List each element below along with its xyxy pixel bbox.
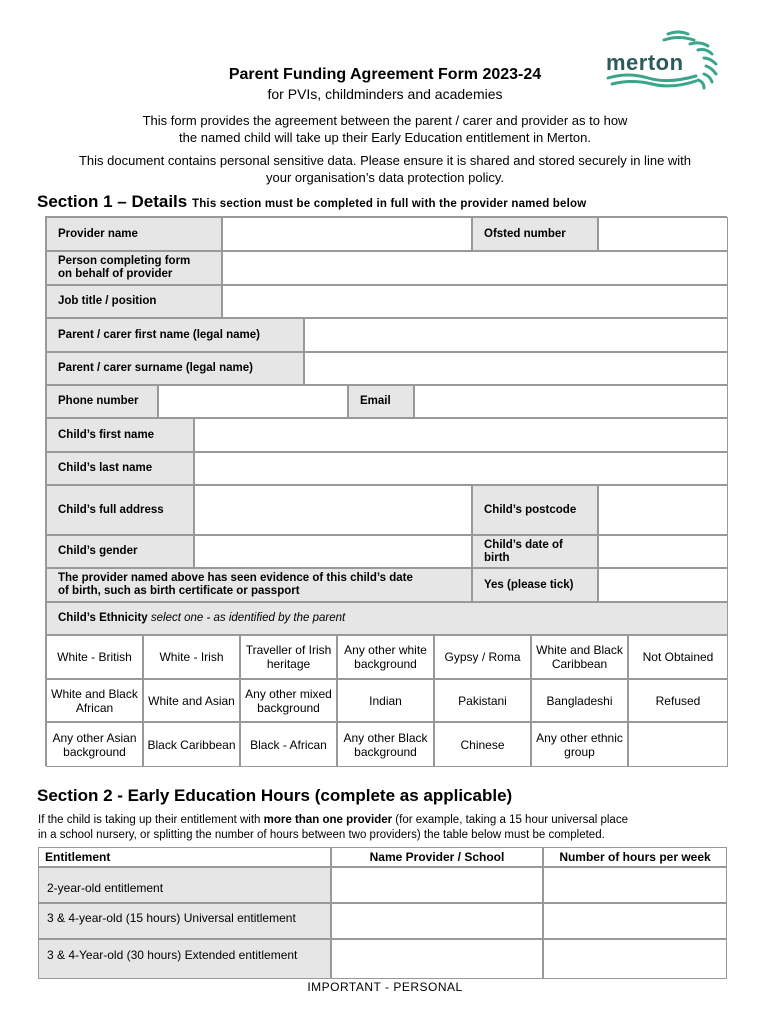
ethnicity-option[interactable]: Black Caribbean	[143, 722, 240, 767]
phone-number-label: Phone number	[46, 385, 158, 418]
notice-line-1: This document contains personal sensitive data. Please ensure it is shared and stored securely in line with	[78, 153, 692, 168]
column-header-entitlement: Entitlement	[38, 847, 331, 867]
merton-logo	[598, 28, 730, 94]
data-notice	[0, 152, 770, 186]
email-label: Email	[348, 385, 414, 418]
ethnicity-heading-note: select one - as identified by the parent	[150, 612, 346, 624]
ofsted-number-label: Ofsted number	[472, 217, 598, 251]
ethnicity-option[interactable]: Chinese	[434, 722, 531, 767]
section-2-intro	[38, 813, 738, 843]
entitlement-table	[38, 847, 727, 979]
parent-surname-field[interactable]	[304, 352, 728, 385]
provider-school-field[interactable]	[331, 867, 543, 903]
child-address-field[interactable]	[194, 485, 472, 535]
form-title: Parent Funding Agreement Form 2023-24	[228, 66, 542, 83]
intro-post: (for example, taking a 15 hour universal place	[392, 814, 628, 826]
provider-name-field[interactable]	[222, 217, 472, 251]
job-title-label: Job title / position	[46, 285, 222, 318]
yes-tick-label: Yes (please tick)	[472, 568, 598, 602]
child-address-label: Child’s full address	[46, 485, 194, 535]
footer-classification: IMPORTANT - PERSONAL	[307, 980, 463, 994]
parent-first-name-label: Parent / carer first name (legal name)	[46, 318, 304, 352]
entitlement-row-label: 3 & 4-Year-old (30 hours) Extended entitlement	[38, 939, 331, 979]
ethnicity-option[interactable]: Any other Asian background	[46, 722, 143, 767]
ethnicity-option[interactable]: White and Asian	[143, 679, 240, 722]
ethnicity-option[interactable]: Black - African	[240, 722, 337, 767]
ethnicity-option[interactable]: Indian	[337, 679, 434, 722]
email-field[interactable]	[414, 385, 728, 418]
evidence-line-1: The provider named above has seen evidence of this child’s date	[58, 572, 413, 584]
ethnicity-option[interactable]: Bangladeshi	[531, 679, 628, 722]
parent-surname-label: Parent / carer surname (legal name)	[46, 352, 304, 385]
person-completing-line-2: on behalf of provider	[58, 268, 173, 280]
column-header-hours: Number of hours per week	[543, 847, 727, 867]
child-last-name-field[interactable]	[194, 452, 728, 485]
section-1-subtitle: This section must be completed in full with the provider named below	[191, 198, 587, 210]
child-postcode-label: Child’s postcode	[472, 485, 598, 535]
hours-per-week-field[interactable]	[543, 939, 727, 979]
ethnicity-option-empty[interactable]	[628, 722, 728, 767]
ethnicity-option[interactable]: Refused	[628, 679, 728, 722]
ethnicity-option[interactable]: Any other Black background	[337, 722, 434, 767]
provider-school-field[interactable]	[331, 903, 543, 939]
logo-text: merton	[606, 50, 684, 75]
ethnicity-option[interactable]: White and Black African	[46, 679, 143, 722]
child-gender-label: Child’s gender	[46, 535, 194, 568]
section-2-intro-line-1	[38, 813, 738, 828]
section-2-heading: Section 2 - Early Education Hours (complete as applicable)	[37, 786, 513, 805]
notice-line-2: your organisation’s data protection policy.	[266, 170, 504, 185]
evidence-label	[46, 568, 472, 602]
ethnicity-option[interactable]: White - British	[46, 635, 143, 679]
child-postcode-field[interactable]	[598, 485, 728, 535]
ethnicity-option[interactable]: Any other mixed background	[240, 679, 337, 722]
yes-tick-checkbox[interactable]	[598, 568, 728, 602]
ethnicity-option[interactable]: Any other ethnic group	[531, 722, 628, 767]
intro-bold: more than one provider	[263, 814, 393, 826]
entitlement-row-label: 2-year-old entitlement	[38, 867, 331, 903]
ethnicity-option[interactable]: Traveller of Irish heritage	[240, 635, 337, 679]
job-title-field[interactable]	[222, 285, 728, 318]
intro-line-1: This form provides the agreement between the parent / carer and provider as to how	[142, 113, 628, 128]
hours-per-week-field[interactable]	[543, 903, 727, 939]
child-dob-line-1: Child’s date of	[484, 538, 563, 551]
hours-per-week-field[interactable]	[543, 867, 727, 903]
person-completing-label	[46, 251, 222, 285]
provider-name-label: Provider name	[46, 217, 222, 251]
child-first-name-label: Child’s first name	[46, 418, 194, 452]
phone-number-field[interactable]	[158, 385, 348, 418]
person-completing-line-1: Person completing form	[58, 255, 191, 267]
section-1-title: Section 1 – Details	[37, 192, 188, 211]
entitlement-row-label: 3 & 4-year-old (15 hours) Universal entitlement	[38, 903, 331, 939]
ethnicity-option[interactable]: White and Black Caribbean	[531, 635, 628, 679]
intro-text	[0, 112, 770, 146]
ofsted-number-field[interactable]	[598, 217, 728, 251]
ethnicity-option[interactable]: Not Obtained	[628, 635, 728, 679]
details-form	[45, 216, 727, 766]
form-subtitle: for PVIs, childminders and academies	[267, 86, 503, 102]
child-gender-field[interactable]	[194, 535, 472, 568]
provider-school-field[interactable]	[331, 939, 543, 979]
child-dob-label	[472, 535, 598, 568]
section-2-intro-line-2: in a school nursery, or splitting the number of hours between two providers) the table below must be completed.	[38, 829, 605, 841]
intro-pre: If the child is taking up their entitlement with	[38, 814, 264, 826]
ethnicity-option[interactable]: Any other white background	[337, 635, 434, 679]
ethnicity-option[interactable]: Gypsy / Roma	[434, 635, 531, 679]
ethnicity-option[interactable]: Pakistani	[434, 679, 531, 722]
child-last-name-label: Child’s last name	[46, 452, 194, 485]
ethnicity-heading	[46, 602, 728, 635]
intro-line-2: the named child will take up their Early Education entitlement in Merton.	[179, 130, 591, 145]
child-dob-field[interactable]	[598, 535, 728, 568]
ethnicity-option[interactable]: White - Irish	[143, 635, 240, 679]
section-1-heading	[37, 192, 586, 212]
child-dob-line-2: birth	[484, 551, 510, 564]
ethnicity-heading-bold: Child’s Ethnicity	[58, 612, 148, 624]
evidence-line-2: of birth, such as birth certificate or passport	[58, 585, 300, 597]
person-completing-field[interactable]	[222, 251, 728, 285]
parent-first-name-field[interactable]	[304, 318, 728, 352]
child-first-name-field[interactable]	[194, 418, 728, 452]
column-header-provider: Name Provider / School	[331, 847, 543, 867]
